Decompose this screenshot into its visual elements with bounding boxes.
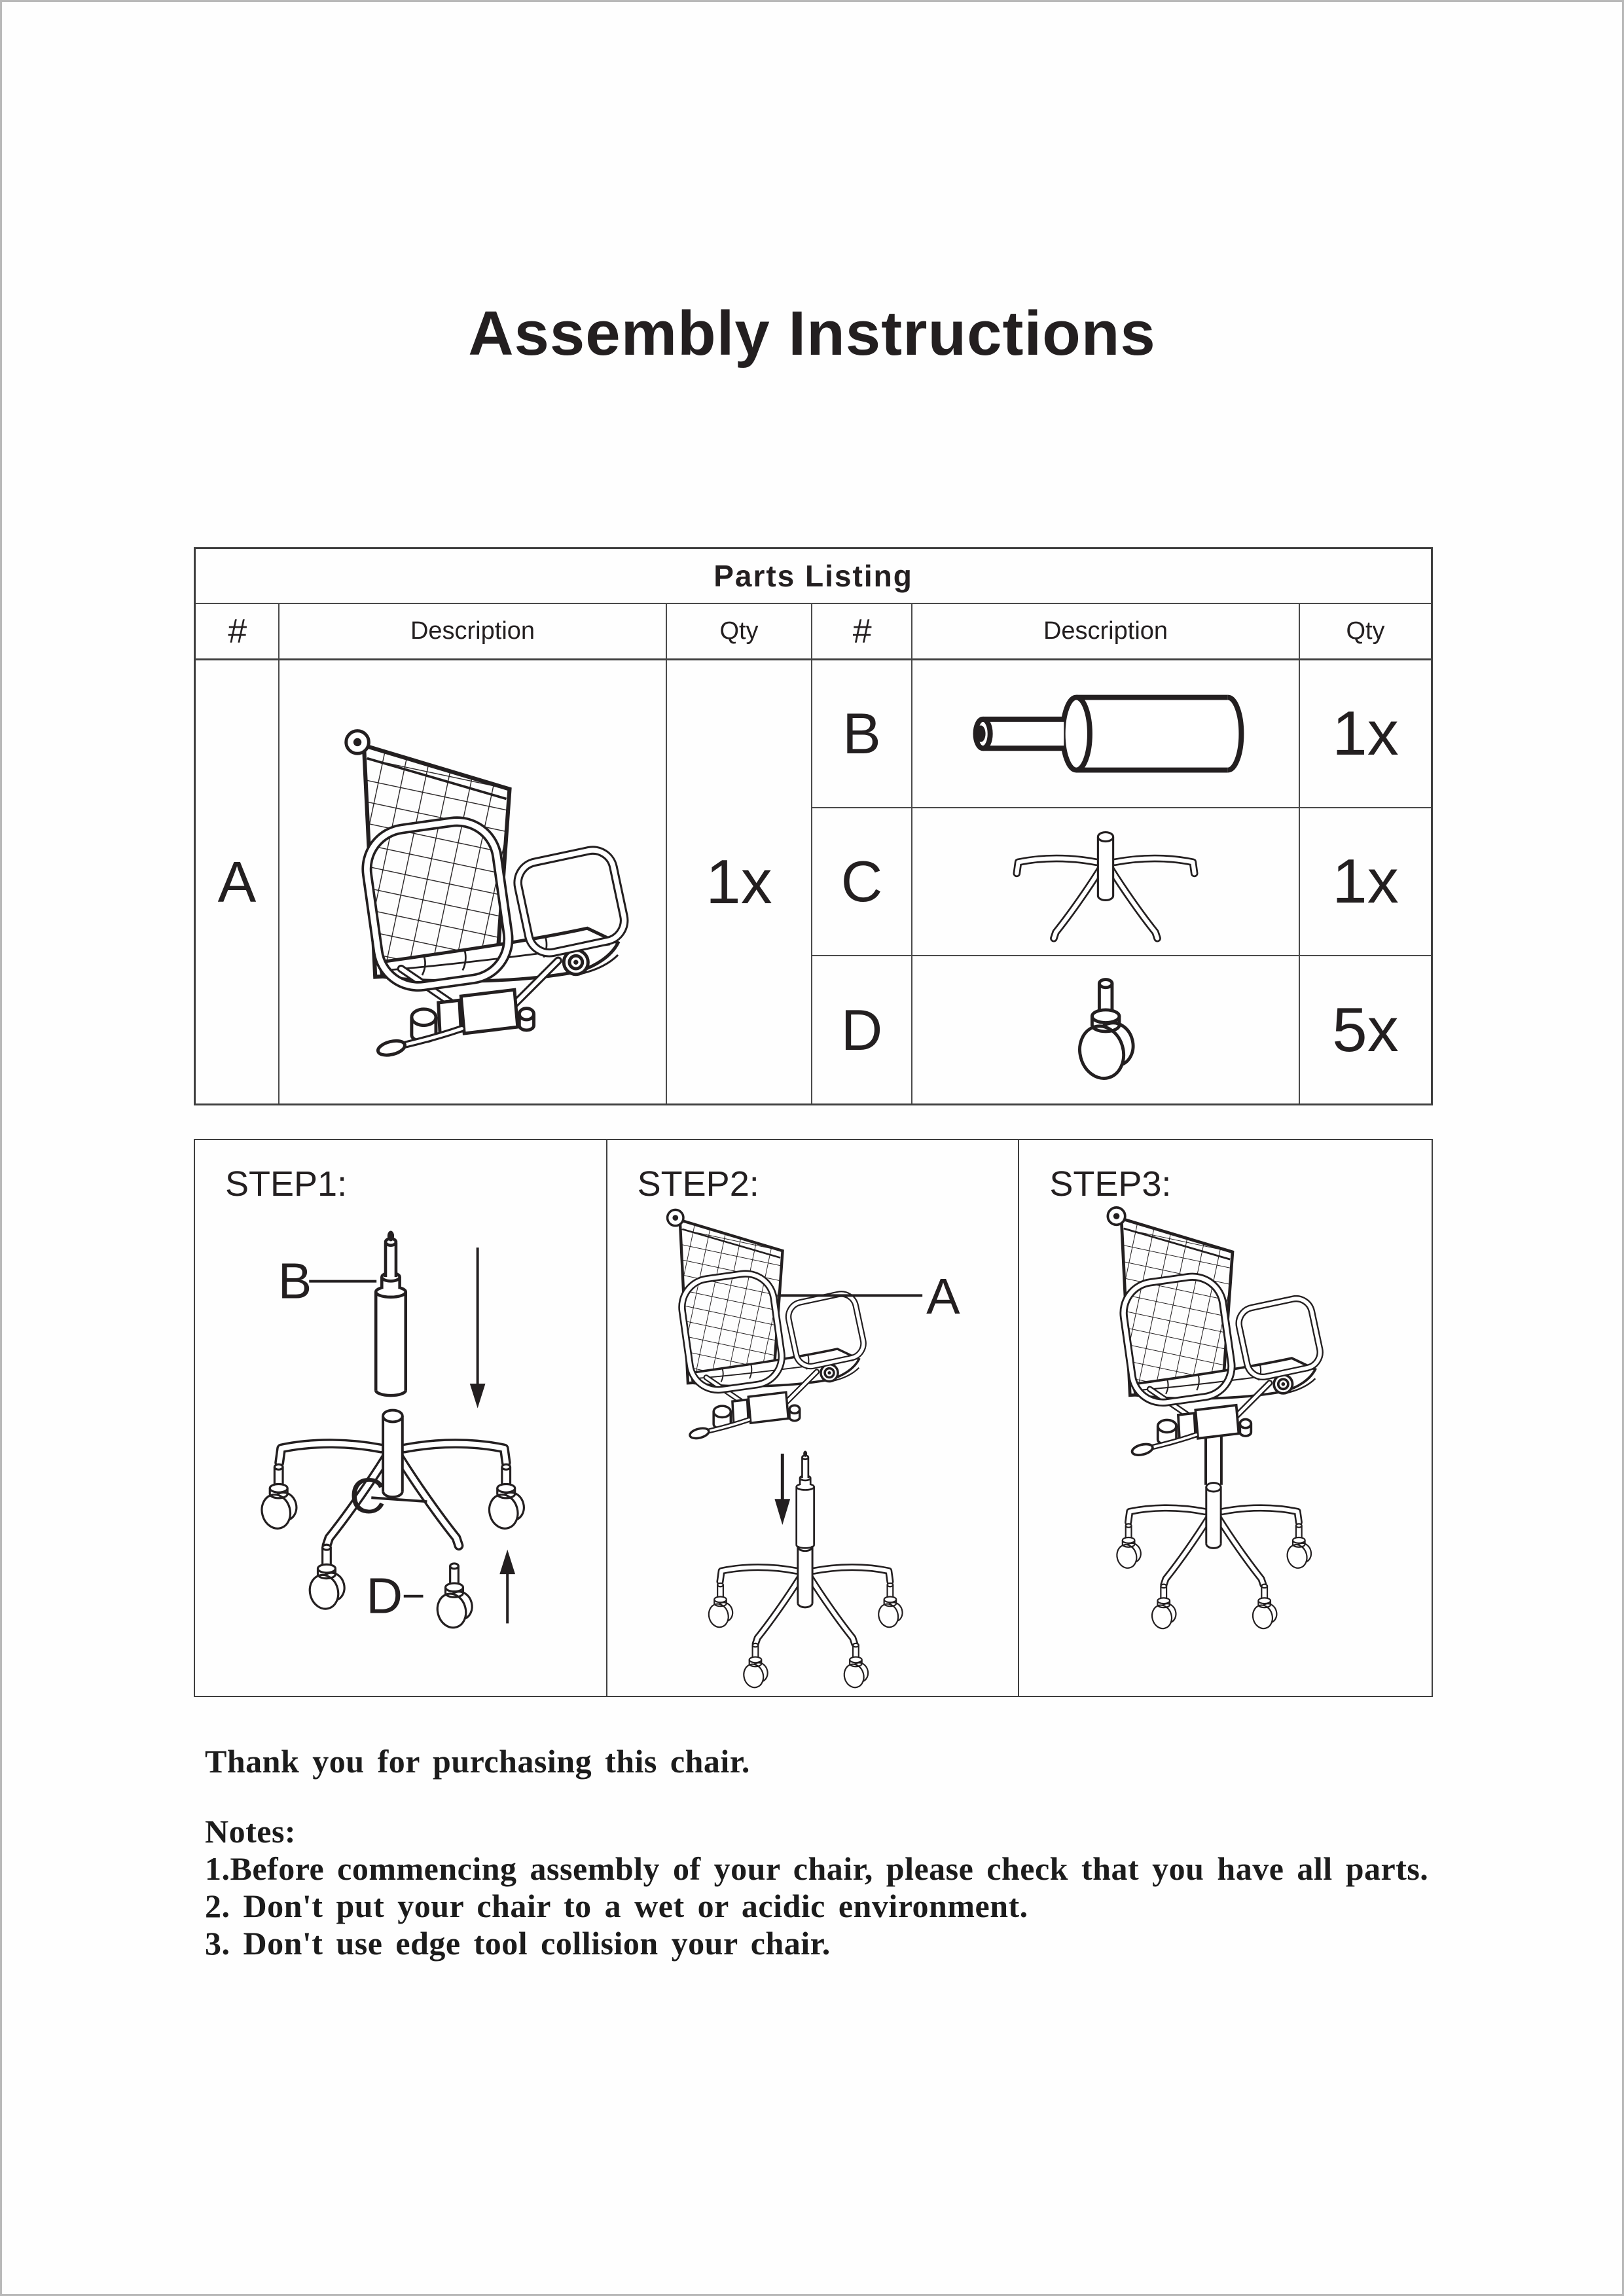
footer-text: [205, 1743, 1428, 1962]
col-header-num-left: #: [196, 604, 280, 660]
chair-seat-assembly-icon: [302, 673, 642, 1090]
col-header-num-right: #: [812, 604, 912, 660]
step-3-label: STEP3:: [1049, 1164, 1172, 1204]
part-c-id: C: [812, 808, 912, 956]
thanks-line: Thank you for purchasing this chair.: [205, 1743, 750, 1780]
part-c-qty: 1x: [1300, 808, 1431, 956]
part-b-figure-cell: [912, 660, 1300, 808]
col-header-description-left: Description: [280, 604, 667, 660]
step-3-box: [1019, 1140, 1432, 1696]
part-a-id: A: [196, 660, 280, 1103]
step-2-box: [607, 1140, 1020, 1696]
col-header-qty-left: Qty: [667, 604, 812, 660]
step-1-illustration: [195, 1140, 606, 1696]
note-line-1: 1.Before commencing assembly of your chair, please check that you have all parts.: [205, 1850, 1429, 1887]
assembly-steps: [194, 1139, 1433, 1697]
note-line-3: 3. Don't use edge tool collision your chair.: [205, 1925, 831, 1962]
part-d-figure-cell: [912, 956, 1300, 1103]
part-a-qty: 1x: [667, 660, 812, 1103]
parts-listing-table: [194, 547, 1433, 1105]
step1-part-label-d: D: [366, 1568, 403, 1624]
step-3-illustration: [1019, 1140, 1432, 1696]
col-header-qty-right: Qty: [1300, 604, 1431, 660]
col-header-description-right: Description: [912, 604, 1300, 660]
part-a-figure-cell: [280, 660, 667, 1103]
step-2-label: STEP2:: [637, 1164, 759, 1204]
notes-title: Notes:: [205, 1813, 297, 1850]
part-c-figure-cell: [912, 808, 1300, 956]
step-1-box: [195, 1140, 607, 1696]
step-2-illustration: [607, 1140, 1019, 1696]
step-1-label: STEP1:: [225, 1164, 348, 1204]
note-line-2: 2. Don't put your chair to a wet or acidic environment.: [205, 1888, 1028, 1924]
caster-wheel-icon: [1062, 974, 1149, 1086]
part-d-qty: 5x: [1332, 994, 1399, 1065]
part-b-id: B: [812, 660, 912, 808]
step1-part-label-c: C: [349, 1468, 386, 1525]
page-title: Assembly Instructions: [468, 298, 1156, 368]
part-d-id: D: [812, 956, 912, 1103]
part-b-qty: 1x: [1300, 660, 1431, 808]
gas-cylinder-icon: [939, 666, 1271, 801]
step1-part-label-b: B: [278, 1253, 312, 1310]
parts-table-title: Parts Listing: [196, 549, 1431, 604]
step2-part-label-a: A: [926, 1268, 960, 1325]
five-star-base-icon: [951, 816, 1260, 948]
